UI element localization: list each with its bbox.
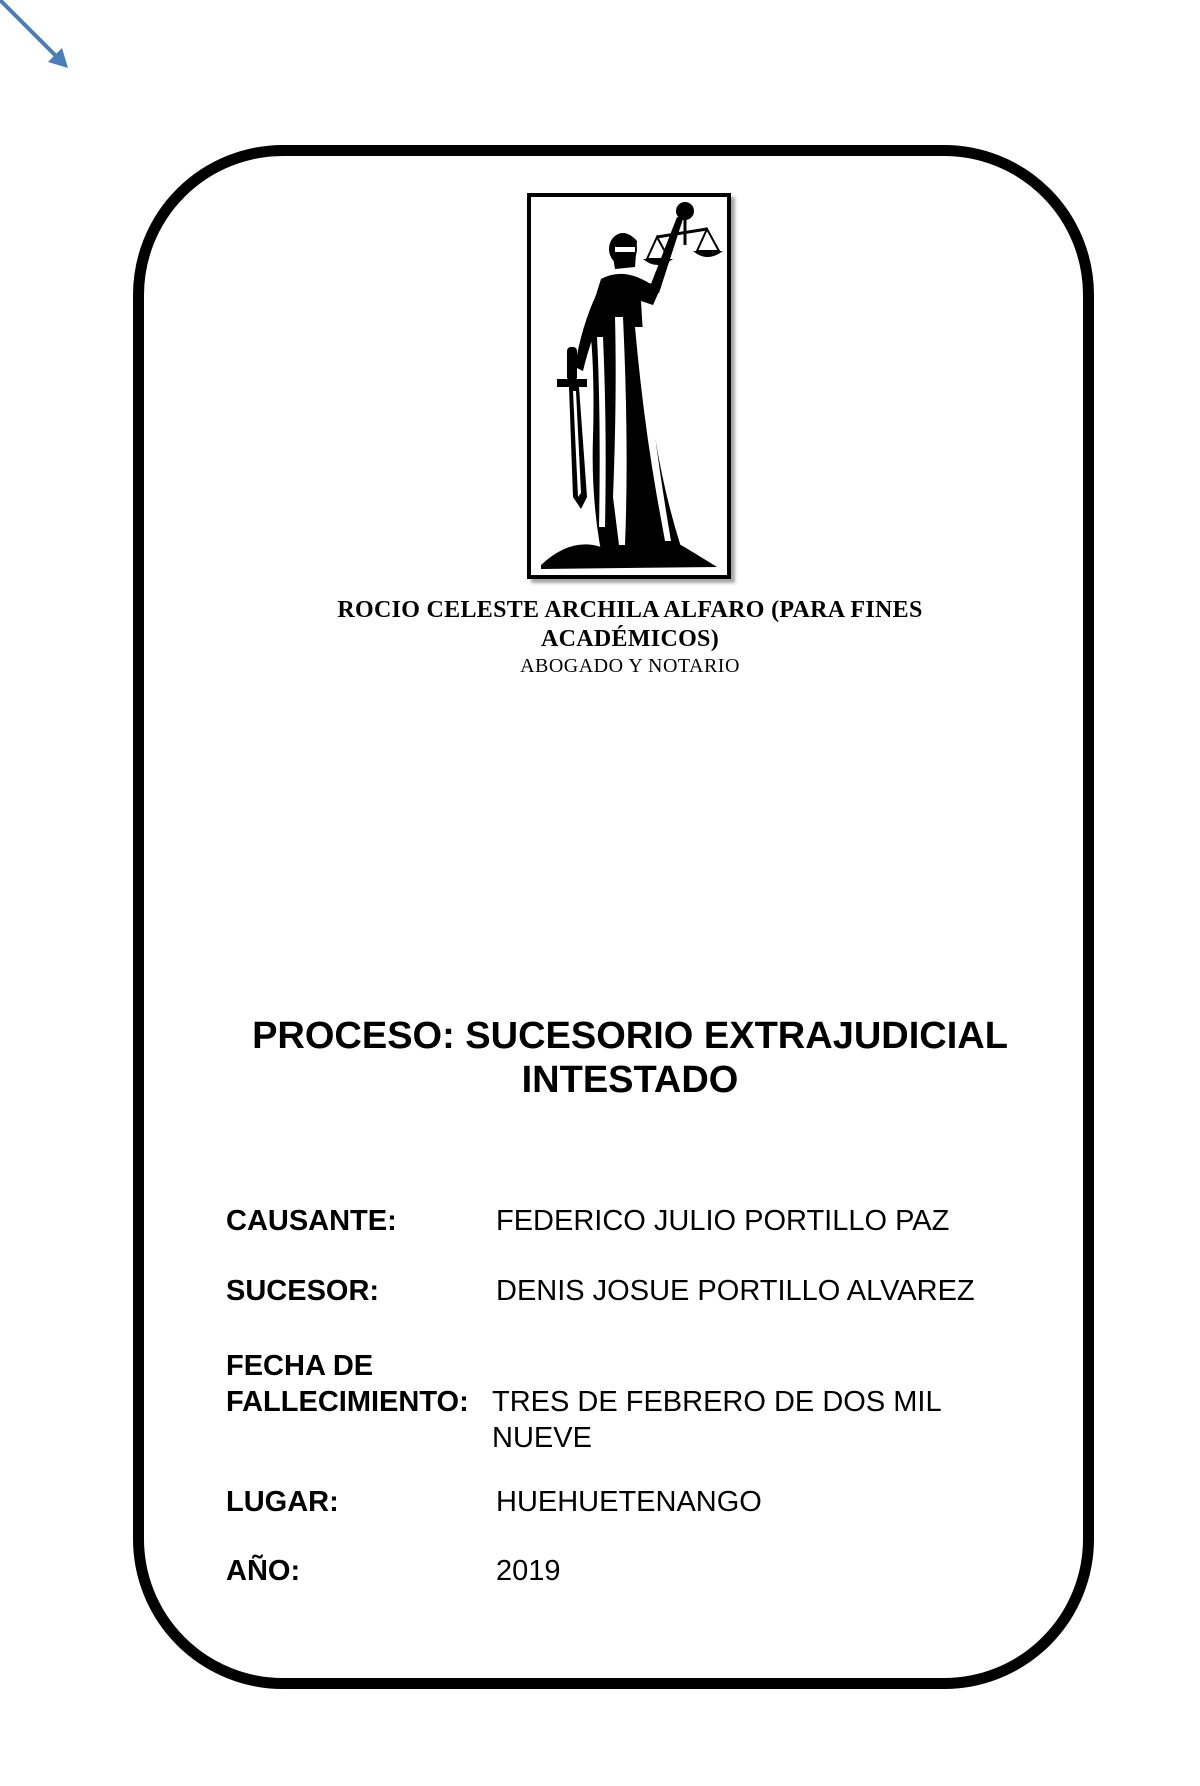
lugar-label: LUGAR: bbox=[226, 1486, 339, 1518]
lady-justice-icon bbox=[531, 197, 727, 575]
causante-value: FEDERICO JULIO PORTILLO PAZ bbox=[496, 1205, 950, 1237]
logo-frame bbox=[527, 193, 731, 579]
sucesor-label: SUCESOR: bbox=[226, 1275, 380, 1307]
causante-label: CAUSANTE: bbox=[226, 1205, 397, 1237]
sucesor-value: DENIS JOSUE PORTILLO ALVAREZ bbox=[496, 1275, 975, 1307]
process-title: PROCESO: SUCESORIO EXTRAJUDICIAL INTESTADO bbox=[252, 1015, 1008, 1101]
firm-title: ABOGADO Y NOTARIO bbox=[520, 655, 740, 677]
anio-label: AÑO: bbox=[226, 1555, 301, 1587]
firm-name: ROCIO CELESTE ARCHILA ALFARO (PARA FINES ACADÉMICOS) bbox=[337, 597, 923, 652]
fecha-label: FECHA DE FALLECIMIENTO: bbox=[226, 1350, 469, 1418]
arrow-icon bbox=[0, 0, 80, 80]
fecha-value: TRES DE FEBRERO DE DOS MIL NUEVE bbox=[492, 1386, 941, 1454]
firm-header bbox=[250, 596, 1010, 678]
anio-value: 2019 bbox=[496, 1555, 561, 1587]
lugar-value: HUEHUETENANGO bbox=[496, 1486, 762, 1518]
